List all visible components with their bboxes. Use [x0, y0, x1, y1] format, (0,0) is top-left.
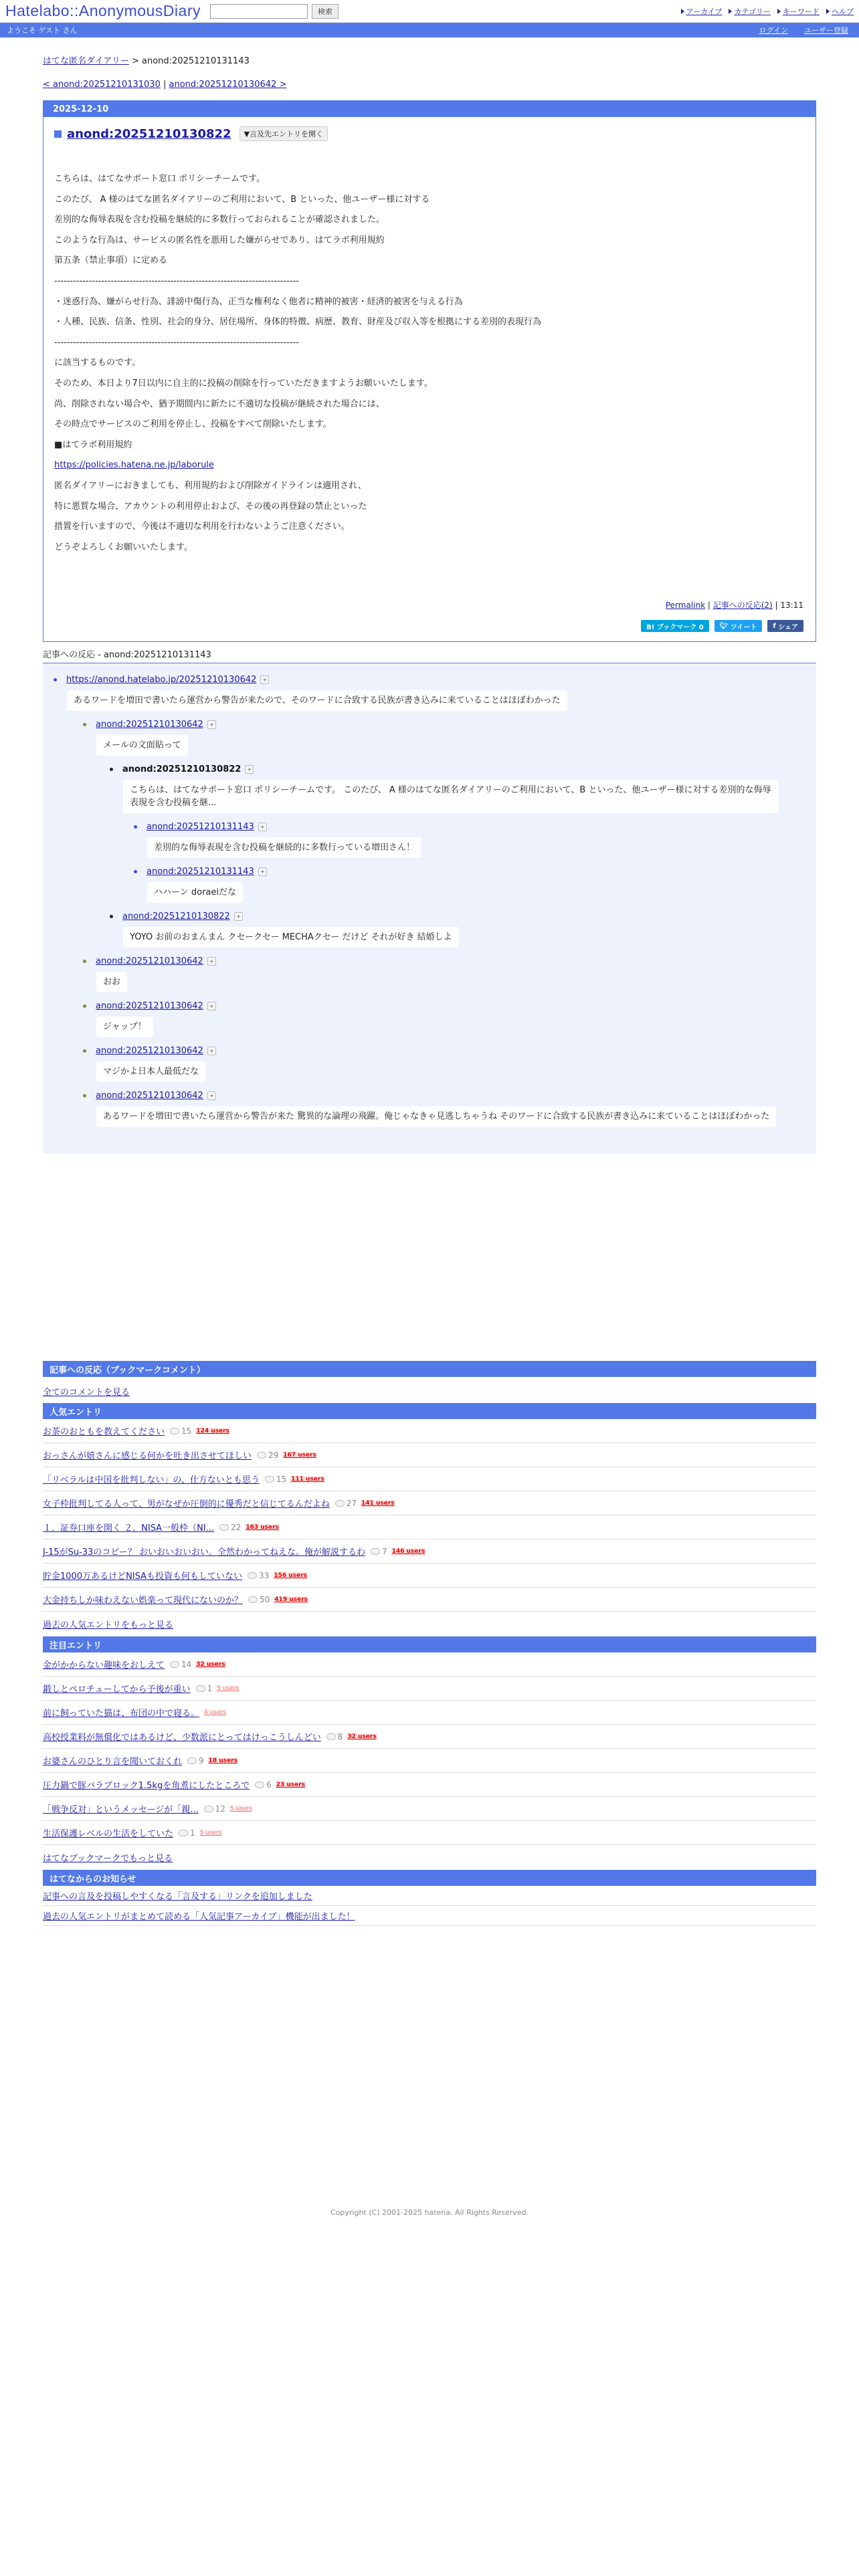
ref-item: [83, 718, 805, 762]
popular-entry-link[interactable]: おっさんが嬉さんに感じる何かを吐き出させてほしい: [43, 1451, 252, 1462]
ref-title-link[interactable]: anond:20251210130642: [96, 1000, 203, 1011]
entry-body-line: 第五条（禁止事項）に定める: [54, 255, 168, 266]
expand-icon[interactable]: +: [258, 867, 267, 876]
entry-body-line: に該当するものです。: [54, 358, 140, 368]
entry-title-row: [54, 126, 803, 141]
bookmark-users-badge[interactable]: 124 users: [196, 1427, 229, 1434]
comment-bubble-icon: [255, 1782, 264, 1788]
notice-row: [43, 1886, 816, 1906]
comment-bubble-icon: [371, 1548, 380, 1555]
popular-entry-row: [43, 1564, 816, 1588]
bullet-icon: [83, 960, 86, 963]
nav-category-link[interactable]: カテゴリー: [729, 6, 771, 17]
bookmark-users-badge[interactable]: 5 users: [199, 1829, 222, 1836]
ad-spacer: [43, 1154, 816, 1361]
ref-title-link[interactable]: anond:20251210130642: [96, 1045, 203, 1056]
bookmark-users-badge[interactable]: 5 users: [229, 1805, 252, 1812]
expand-icon[interactable]: +: [207, 957, 216, 966]
ref-item: [134, 865, 805, 909]
entry-body-line: 尚、削除されない場合や、猶予期間内に新たに不適切な投稿が継続された場合には、: [54, 399, 385, 409]
featured-entry-row: [43, 1652, 816, 1677]
expand-icon[interactable]: +: [258, 823, 267, 831]
footer-copyright: Copyright (C) 2001-2025 hatena. All Rights Reserved.: [330, 2208, 529, 2217]
entry-body-line: [54, 455, 803, 476]
bookmark-users-badge[interactable]: 18 users: [208, 1757, 237, 1764]
entry-body-line: 匿名ダイアリーにおきましても、利用規約および削除ガイドラインは適用され、: [54, 480, 367, 491]
ref-title-link[interactable]: https://anond.hatelabo.jp/20251210130642: [66, 674, 257, 685]
entry-body-line: 措置を行いますので、今後は不適切な利用を行わないようご注意ください。: [54, 522, 350, 532]
triangle-icon: [777, 9, 781, 14]
ref-title-link[interactable]: anond:20251210130642: [96, 1090, 203, 1101]
bullet-icon: [110, 915, 113, 918]
prev-entry-link[interactable]: < anond:20251210131030: [43, 80, 161, 90]
day-date: 2025-12-10: [43, 101, 816, 117]
ref-title-link[interactable]: anond:20251210131143: [147, 821, 254, 832]
bookmark-comments-header: 記事への反応（ブックマークコメント）: [43, 1361, 816, 1377]
ref-excerpt: マジかよ日本人最低だな: [96, 1061, 205, 1082]
bookmark-users-badge[interactable]: 167 users: [283, 1451, 316, 1459]
entry-section: [43, 117, 816, 641]
entry-body-line: このたび、 A 様のはてな匿名ダイアリーのご利用において、B といった、他ユーザー様に対する: [54, 194, 430, 205]
comment-count: 1: [179, 1828, 195, 1838]
triangle-icon: [826, 9, 830, 14]
entry-footer: Permalink | 記事への反応(2) | 13:11: [665, 601, 803, 611]
bookmark-users-badge[interactable]: 23 users: [276, 1781, 306, 1788]
policy-link[interactable]: https://policies.hatena.ne.jp/laborule: [54, 460, 214, 471]
twitter-bird-icon: 🐦︎: [719, 622, 731, 630]
entry-body-line: その時点でサービスのご利用を停止し、投稿をすべて削除いたします。: [54, 419, 332, 430]
comment-count: 29: [257, 1451, 278, 1460]
triangle-icon: [729, 9, 732, 14]
featured-entry-link[interactable]: 金がかからない趣味をおしえて: [43, 1660, 165, 1671]
main-content: [43, 53, 816, 1926]
bookmark-users-badge[interactable]: 419 users: [274, 1596, 308, 1603]
bookmark-users-badge[interactable]: 156 users: [274, 1572, 307, 1579]
ref-title-link[interactable]: anond:20251210131143: [147, 866, 254, 877]
ref-excerpt: こちらは、はてなサポート窓口 ポリシーチームです。 このたび、 A 様のはてな匿名ダイアリーのご利用において、B といった、他ユーザー様に対する差別的な侮辱表現を含む投稿を継...: [123, 780, 779, 813]
square-icon: [54, 130, 62, 138]
ref-title-link[interactable]: anond:20251210130642: [96, 719, 203, 730]
nav-archive-link[interactable]: アーカイブ: [681, 6, 723, 17]
site-logo[interactable]: Hatelabo::AnonymousDiary: [5, 2, 201, 19]
featured-entries-header: 注目エントリ: [43, 1636, 816, 1652]
comment-bubble-icon: [187, 1757, 197, 1764]
notices-list: [43, 1886, 816, 1926]
facebook-share-button[interactable]: f シェア: [767, 620, 803, 632]
expand-icon[interactable]: +: [260, 675, 269, 684]
featured-entry-row: [43, 1749, 816, 1773]
expand-icon[interactable]: +: [245, 765, 254, 774]
nav-help-link[interactable]: ヘルプ: [826, 6, 854, 17]
ref-excerpt: ジャップ！: [96, 1016, 153, 1037]
hatena-bookmark-button[interactable]: B! ブックマーク 0: [641, 620, 708, 632]
ref-item: [83, 1089, 805, 1134]
popular-entry-link[interactable]: 女子枠批判してる人って、男がなぜか圧倒的に優秀だと信じてるんだよね: [43, 1499, 330, 1510]
bullet-icon: [134, 870, 137, 873]
entry-title-link[interactable]: anond:20251210130822: [67, 126, 231, 141]
bookmark-users-badge[interactable]: 5 users: [217, 1685, 240, 1692]
bullet-icon: [83, 1094, 86, 1097]
ref-item: [83, 999, 805, 1044]
refs-title: 記事への反応 - anond:20251210131143: [43, 647, 816, 663]
permalink-link[interactable]: Permalink: [665, 601, 706, 611]
bullet-icon: [83, 1004, 86, 1008]
featured-entry-link[interactable]: 前に飼っていた猫は、布団の中で寝る。: [43, 1709, 200, 1719]
entry-body-line: ------------------------------------------------------------------------------: [54, 276, 299, 286]
comment-bubble-icon: [326, 1733, 336, 1740]
notices-header: はてなからのお知らせ: [43, 1870, 816, 1886]
comment-bubble-icon: [248, 1572, 257, 1579]
refs-count-link[interactable]: 記事への反応(2): [712, 601, 773, 611]
ref-excerpt: 差別的な侮辱表現を含む投稿を継続的に多数行っている増田さん！: [147, 837, 421, 858]
comment-bubble-icon: [170, 1661, 179, 1668]
entry-body-line: ・迷惑行為、嫌がらせ行為、誹謗中傷行為、正当な権利なく他者に精神的被害・経済的被害を与える行為: [54, 296, 463, 307]
tweet-button[interactable]: 🐦︎ ツイート: [714, 620, 763, 632]
comment-count: 27: [335, 1499, 357, 1508]
popular-entry-row: [43, 1515, 816, 1539]
expand-icon[interactable]: +: [207, 1047, 216, 1055]
comment-count: 9: [187, 1756, 204, 1765]
welcome-text: ようこそ ゲスト さん: [7, 26, 78, 35]
comment-count: 7: [371, 1547, 387, 1556]
login-link[interactable]: ログイン: [759, 26, 788, 35]
bookmark-users-badge[interactable]: 163 users: [246, 1523, 279, 1531]
featured-entry-link[interactable]: 生活保護レベルの生活をしていた: [43, 1829, 174, 1840]
featured-entry-row: [43, 1677, 816, 1701]
popular-entry-row: [43, 1443, 816, 1467]
comment-count: 33: [248, 1571, 269, 1580]
featured-entry-link[interactable]: 圧力鍋で豚バラブロック1.5kgを角煮にしたところで: [43, 1781, 250, 1792]
featured-entry-link[interactable]: 高校授業料が無償化ではあるけど、少数派にとってはけっこうしんどい: [43, 1733, 321, 1743]
entry-body-line: ------------------------------------------------------------------------------: [54, 337, 299, 348]
bullet-icon: [54, 678, 57, 681]
ref-excerpt: YOYO お前のおまんまん クセークセー MECHAクセー だけど それが好き 結婚しよ: [123, 927, 459, 948]
share-buttons: [54, 620, 803, 632]
featured-entry-row: [43, 1821, 816, 1845]
entry-body-line: 特に悪質な場合、アカウントの利用停止および、その後の再登録の禁止といった: [54, 501, 367, 512]
featured-entry-row: [43, 1773, 816, 1797]
popular-entry-row: [43, 1419, 816, 1443]
expand-icon[interactable]: +: [234, 912, 243, 921]
breadcrumb: はてな匿名ダイアリー > anond:20251210131143: [43, 56, 250, 66]
featured-entry-link[interactable]: 「戦争反対」というメッセージが「親...: [43, 1805, 199, 1816]
ref-title-link[interactable]: anond:20251210130822: [122, 911, 230, 922]
popular-entry-row: [43, 1467, 816, 1491]
bookmark-users-badge[interactable]: 146 users: [391, 1547, 425, 1555]
ref-excerpt: あるワードを増田で書いたら運営から警告が来た 驚異的な論理の飛躍。俺じゃなきゃ見逃しちゃうね そのワードに合致する民族が書き込みに来ていることはほぼわかった: [96, 1106, 776, 1127]
comment-bubble-icon: [335, 1500, 345, 1507]
comment-bubble-icon: [196, 1685, 205, 1692]
ref-item: [134, 820, 805, 865]
ref-excerpt: ハハーン doraeiだな: [147, 882, 243, 903]
ref-excerpt: おお: [96, 972, 127, 992]
entry-time: 13:11: [780, 601, 803, 611]
search-input[interactable]: [210, 4, 308, 19]
bookmark-users-badge[interactable]: 4 users: [204, 1709, 226, 1716]
entry-body-line: ■はてラボ利用規約: [54, 439, 132, 450]
notice-link[interactable]: 記事への言及を投稿しやすくなる「言及する」リンクを追加しました: [43, 1892, 312, 1903]
register-link[interactable]: ユーザー登録: [804, 26, 848, 35]
refs-tree: [43, 663, 816, 1154]
entry-body-line: どうぞよろしくお願いいたします。: [54, 542, 193, 552]
entry-body-line: そのため、本日より7日以内に自主的に投稿の削除を行っていただきますようお願いいたします。: [54, 378, 433, 389]
ref-item: [83, 954, 805, 999]
popular-entry-row: [43, 1539, 816, 1564]
ref-title-link[interactable]: anond:20251210130822: [122, 764, 242, 774]
popular-entry-link[interactable]: 大金持ちしか味わえない娯楽って現代にないのか？: [43, 1596, 244, 1606]
bookmark-users-badge[interactable]: 141 users: [361, 1499, 395, 1507]
popular-more-link[interactable]: 過去の人気エントリをもっと見る: [43, 1620, 174, 1631]
ref-excerpt: あるワードを増田で書いたら運営から警告が来たので、そのワードに合致する民族が書き込みに来ていることはほぼわかった: [67, 690, 567, 711]
expand-icon[interactable]: +: [207, 1091, 216, 1100]
triangle-icon: [681, 9, 684, 14]
bullet-icon: [134, 825, 137, 829]
entry-body-line: 差別的な侮辱表現を含む投稿を継続的に多数行っておられることが確認されました。: [54, 215, 385, 225]
notice-link[interactable]: 過去の人気エントリがまとめて読める「人気記事アーカイブ」機能が出ました！: [43, 1912, 355, 1923]
bullet-icon: [83, 723, 86, 726]
popular-entries-header: 人気エントリ: [43, 1403, 816, 1419]
ref-excerpt: メールの文面貼って: [96, 735, 188, 756]
breadcrumb-current: anond:20251210131143: [142, 56, 250, 66]
bookmark-users-badge[interactable]: 32 users: [196, 1660, 225, 1668]
search-button[interactable]: 検索: [312, 4, 339, 19]
welcome-bar: [0, 23, 859, 37]
all-comments-link[interactable]: 全てのコメントを見る: [43, 1388, 130, 1398]
comment-count: 8: [326, 1732, 343, 1741]
breadcrumb-home-link[interactable]: はてな匿名ダイアリー: [43, 56, 129, 66]
comment-bubble-icon: [219, 1524, 229, 1531]
ref-item: [110, 762, 805, 820]
ref-item: [83, 1044, 805, 1089]
comment-bubble-icon: [170, 1428, 179, 1434]
comment-bubble-icon: [179, 1830, 188, 1836]
expand-icon[interactable]: +: [207, 720, 216, 729]
comment-count: 12: [204, 1804, 225, 1814]
comment-count: 50: [248, 1595, 270, 1604]
nav-keyword-link[interactable]: キーワード: [777, 6, 820, 17]
open-referenced-entry-button[interactable]: ▼言及先エントリを開く: [240, 126, 328, 141]
comment-count: 14: [170, 1660, 191, 1669]
featured-entries-list: [43, 1652, 816, 1845]
comment-bubble-icon: [265, 1476, 274, 1483]
comment-bubble-icon: [204, 1806, 213, 1812]
bookmark-users-badge[interactable]: 32 users: [347, 1733, 377, 1740]
popular-entry-link[interactable]: 貯金1000万あるけどNISAも投資も何もしていない: [43, 1572, 243, 1582]
featured-entry-link[interactable]: お婆さんのひとり言を聞いておくれ: [43, 1757, 183, 1767]
featured-entry-row: [43, 1701, 816, 1725]
day-box: [43, 100, 816, 642]
facebook-icon: f: [773, 622, 779, 630]
comment-count: 15: [170, 1426, 191, 1436]
featured-entry-link[interactable]: 鍛しとペロチューしてから予後が重い: [43, 1685, 191, 1695]
ref-title-link[interactable]: anond:20251210130642: [96, 956, 203, 966]
popular-entries-list: [43, 1419, 816, 1612]
comment-count: 6: [255, 1780, 272, 1790]
entry-body-line: こちらは、はてなサポート窓口 ポリシーチームです。: [54, 174, 266, 184]
comment-bubble-icon: [257, 1452, 266, 1459]
featured-entry-row: [43, 1797, 816, 1821]
header-nav: [681, 6, 854, 17]
comment-count: 22: [219, 1523, 241, 1532]
bullet-icon: [83, 1049, 86, 1053]
comment-count: 1: [196, 1684, 213, 1693]
popular-entry-row: [43, 1588, 816, 1612]
ref-item: [110, 909, 805, 954]
comment-count: 15: [265, 1475, 286, 1484]
popular-entry-link[interactable]: J-15がSu-33のコピー？ おいおいおいおい。全然わかってねえな。俺が解説するわ: [43, 1547, 365, 1558]
popular-entry-link[interactable]: 「リベラルは中国を批判しない」の、仕方ないとも思う: [43, 1475, 260, 1486]
popular-entry-row: [43, 1491, 816, 1515]
popular-entry-link[interactable]: お茶のおともを教えてください: [43, 1427, 165, 1438]
entry-body: [54, 169, 803, 558]
pager: < anond:20251210131030 | anond:20251210130642 >: [43, 80, 287, 90]
site-header: [0, 0, 859, 23]
featured-entry-row: [43, 1725, 816, 1749]
notice-row: [43, 1906, 816, 1926]
popular-entry-link[interactable]: １．証券口座を開く ２．NISA一般枠（NI...: [43, 1523, 215, 1534]
bullet-icon: [110, 768, 113, 771]
expand-icon[interactable]: +: [207, 1002, 216, 1010]
comment-bubble-icon: [248, 1596, 258, 1603]
ref-item: [54, 673, 805, 718]
next-entry-link[interactable]: anond:20251210130642 >: [169, 80, 287, 90]
bookmark-users-badge[interactable]: 111 users: [291, 1475, 324, 1483]
entry-body-line: このような行為は、サービスの匿名性を悪用した嫌がらせであり、はてラボ利用規約: [54, 235, 385, 245]
entry-body-line: ・人種、民族、信条、性別、社会的身分、居住場所、身体的特徴、病歴、教育、財産及び収入等を根拠にする差別的表現行為: [54, 317, 542, 328]
featured-more-link[interactable]: はてなブックマークでもっと見る: [43, 1854, 173, 1864]
